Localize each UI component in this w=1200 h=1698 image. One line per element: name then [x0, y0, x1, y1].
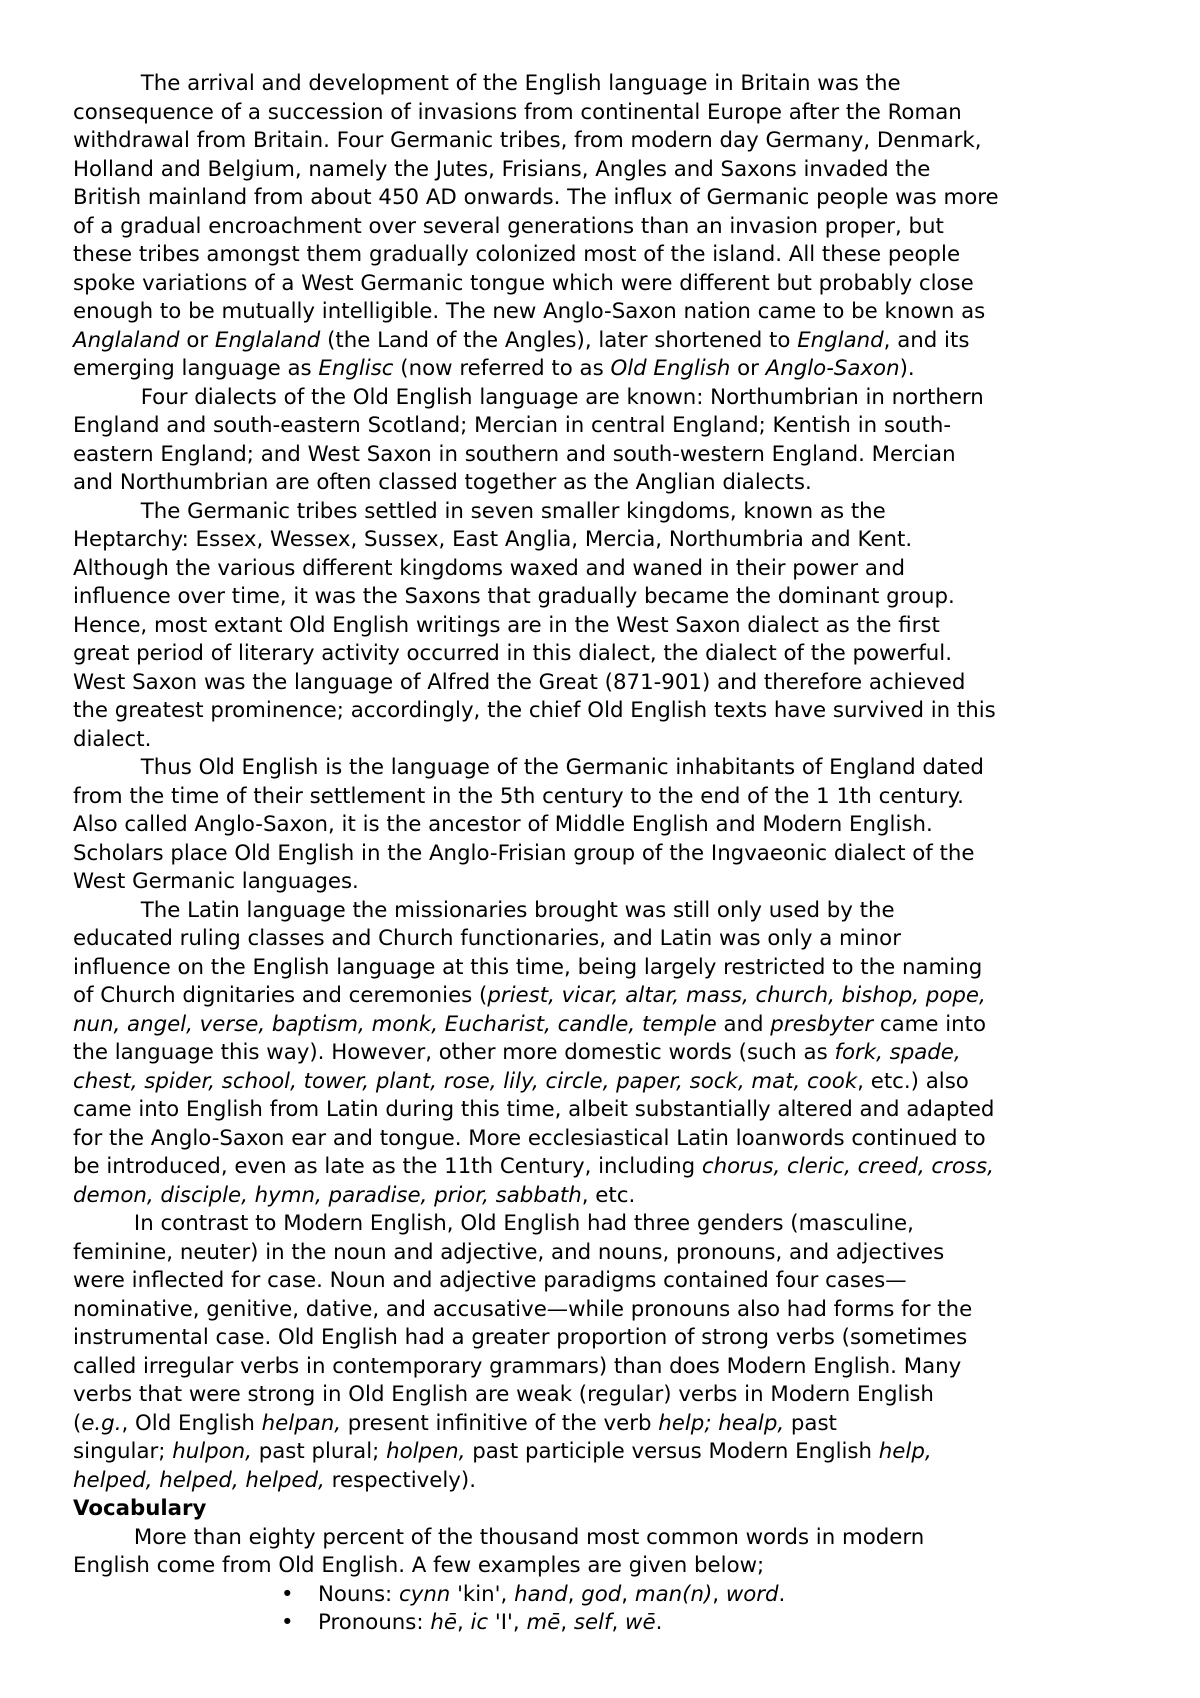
- text-run: ,: [560, 1610, 574, 1635]
- italic-text: England: [797, 327, 884, 353]
- text-line: [73, 583, 1133, 612]
- text-line: [73, 1096, 1133, 1125]
- text-run: instrumental case. Old English had a greater proportion of strong verbs (sometimes: [73, 1325, 968, 1350]
- text-run: England and south-eastern Scotland; Mercian in central England; Kentish in south-: [73, 413, 952, 438]
- italic-text: helped, helped, helped,: [73, 1467, 325, 1493]
- text-run: (now referred to as: [393, 356, 611, 381]
- text-run: were inflected for case. Noun and adjective paradigms contained four cases—: [73, 1268, 907, 1293]
- text-run: , and its: [883, 327, 970, 353]
- text-run: past: [784, 1410, 837, 1436]
- text-line: [73, 1153, 1133, 1182]
- text-line: [73, 469, 1133, 498]
- text-line: [73, 270, 1133, 299]
- italic-text: hand: [514, 1581, 568, 1607]
- text-run: enough to be mutually intelligible. The new Anglo-Saxon nation came to be known as: [73, 299, 986, 324]
- text-run: ).: [899, 356, 915, 381]
- text-line: [73, 1039, 1133, 1068]
- text-run: of Church dignitaries and ceremonies (: [73, 983, 488, 1008]
- text-run: of a gradual encroachment over several generations than an invasion proper, but: [73, 213, 944, 239]
- text-run: Also called Anglo-Saxon, it is the ancestor of Middle English and Modern English.: [73, 812, 933, 837]
- text-line: [73, 1068, 1133, 1097]
- italic-text: mē: [526, 1610, 561, 1635]
- text-run: influence over time, it was the Saxons that gradually became the dominant group.: [73, 584, 955, 609]
- text-run: 'I',: [488, 1610, 527, 1635]
- text-line: [73, 1381, 1133, 1410]
- italic-text: fork, spade,: [834, 1040, 961, 1065]
- text-line: [73, 412, 1133, 441]
- text-run: West Germanic languages.: [73, 869, 359, 894]
- italic-text: ic: [470, 1610, 489, 1635]
- text-run: past participle versus Modern English: [465, 1439, 879, 1464]
- text-run: Thus Old English is the language of the Germanic inhabitants of England dated: [73, 755, 984, 780]
- text-line: [73, 1182, 1133, 1211]
- italic-text: Englisc: [318, 356, 394, 381]
- text-run: nominative, genitive, dative, and accusative—while pronouns also had forms for the: [73, 1296, 973, 1322]
- italic-text: nun, angel, verse, baptism, monk, Eucharist, candle, temple: [73, 1011, 717, 1037]
- text-run: withdrawal from Britain. Four Germanic tribes, from modern day Germany, Denmark,: [73, 128, 982, 153]
- vocabulary-intro: [73, 1524, 1133, 1581]
- text-run: the greatest prominence; accordingly, the chief Old English texts have survived in this: [73, 698, 996, 723]
- text-line: [73, 99, 1133, 128]
- text-line: [73, 1296, 1133, 1325]
- italic-text: Anglaland: [73, 327, 180, 353]
- text-line: [73, 1125, 1133, 1154]
- text-run: Heptarchy: Essex, Wessex, Sussex, East Anglia, Mercia, Northumbria and Kent.: [73, 527, 913, 552]
- italic-text: Anglo-Saxon: [765, 356, 900, 381]
- text-line: [73, 783, 1133, 812]
- text-run: came into: [873, 1011, 987, 1037]
- text-run: Although the various different kingdoms waxed and waned in their power and: [73, 555, 905, 581]
- italic-text: demon, disciple, hymn, paradise, prior, sabbath: [73, 1182, 582, 1208]
- text-run: In contrast to Modern English, Old English had three genders (masculine,: [73, 1211, 914, 1236]
- text-run: Pronouns:: [318, 1610, 431, 1635]
- text-line: [73, 669, 1133, 698]
- document-page: [73, 70, 1133, 1638]
- text-line: [73, 697, 1133, 726]
- text-run: eastern England; and West Saxon in southern and south-western England. Mercian: [73, 441, 956, 467]
- text-run: came into English from Latin during this time, albeit substantially altered and adapted: [73, 1097, 995, 1122]
- text-run: West Saxon was the language of Alfred the Great (871-901) and therefore achieved: [73, 669, 966, 695]
- text-line: [73, 868, 1133, 897]
- italic-text: e.g.: [81, 1410, 122, 1436]
- text-run: , etc.) also: [857, 1068, 969, 1094]
- text-line: [73, 498, 1133, 527]
- italic-text: chest, spider, school, tower, plant, rose, lily, circle, paper, sock, mat, cook: [73, 1068, 858, 1094]
- text-line: [73, 1438, 1133, 1467]
- text-run: singular;: [73, 1439, 173, 1464]
- text-line: [73, 640, 1133, 669]
- bullet-icon: •: [281, 1581, 294, 1607]
- italic-text: hē: [430, 1610, 457, 1635]
- italic-text: priest, vicar, altar, mass, church, bishop, pope,: [487, 983, 986, 1008]
- italic-text: cynn: [399, 1581, 451, 1607]
- text-line: [73, 526, 1133, 555]
- text-run: influence on the English language at this time, being largely restricted to the naming: [73, 954, 983, 980]
- text-line: [73, 1324, 1133, 1353]
- text-run: The arrival and development of the English language in Britain was the: [73, 71, 901, 96]
- text-line: [73, 840, 1133, 869]
- text-line: [73, 1011, 1133, 1040]
- vocabulary-bullet-list: [73, 1581, 1133, 1638]
- text-run: consequence of a succession of invasions from continental Europe after the Roman: [73, 99, 962, 125]
- text-run: British mainland from about 450 AD onwards. The influx of Germanic people was more: [73, 185, 999, 210]
- text-run: for the Anglo-Saxon ear and tongue. More ecclesiastical Latin loanwords continued to: [73, 1125, 986, 1151]
- text-line: [73, 327, 1133, 356]
- italic-text: chorus, cleric, creed, cross,: [701, 1154, 994, 1179]
- text-line: [73, 70, 1133, 99]
- text-line: [73, 184, 1133, 213]
- text-run: (the Land of the Angles), later shortened to: [320, 327, 798, 353]
- text-run: verbs that were strong in Old English are weak (regular) verbs in Modern English: [73, 1382, 934, 1407]
- italic-text: help; healp,: [658, 1410, 785, 1436]
- italic-text: help,: [878, 1439, 932, 1464]
- italic-text: man(n): [634, 1581, 713, 1607]
- text-line: [73, 156, 1133, 185]
- text-line: [73, 1210, 1133, 1239]
- text-line: [73, 811, 1133, 840]
- text-run: or: [730, 356, 766, 381]
- text-run: , Old English: [121, 1410, 262, 1436]
- bullet-item: [73, 1609, 1133, 1638]
- text-line: More than eighty percent of the thousand most common words in modern: [73, 1524, 925, 1550]
- italic-text: god: [581, 1581, 622, 1607]
- text-run: dialect.: [73, 726, 152, 752]
- italic-text: helpan,: [261, 1410, 342, 1436]
- text-line: [73, 1239, 1133, 1268]
- text-run: Nouns:: [318, 1581, 399, 1607]
- text-line: [73, 298, 1133, 327]
- italic-text: word: [725, 1581, 779, 1607]
- text-run: 'kin',: [450, 1581, 515, 1607]
- text-line: [73, 612, 1133, 641]
- text-line: [73, 897, 1133, 926]
- italic-text: self: [573, 1610, 612, 1635]
- text-run: called irregular verbs in contemporary grammars) than does Modern English. Many: [73, 1353, 962, 1379]
- text-run: or: [179, 327, 215, 353]
- text-line: [73, 1410, 1133, 1439]
- text-line: [73, 213, 1133, 242]
- text-line: [73, 1467, 1133, 1496]
- text-run: these tribes amongst them gradually colonized most of the island. All these people: [73, 242, 961, 267]
- text-line: [73, 954, 1133, 983]
- text-line: [73, 726, 1133, 755]
- text-run: , etc.: [581, 1182, 636, 1208]
- italic-text: holpen,: [386, 1439, 466, 1464]
- italic-text: Englaland: [214, 327, 321, 353]
- text-line: English come from Old English. A few examples are given below;: [73, 1553, 765, 1578]
- text-line: [73, 127, 1133, 156]
- text-line: [73, 1353, 1133, 1382]
- italic-text: wē: [625, 1610, 656, 1635]
- italic-text: presbyter: [770, 1011, 874, 1037]
- text-run: Holland and Belgium, namely the Jutes, Frisians, Angles and Saxons invaded the: [73, 156, 931, 182]
- text-run: ,: [456, 1610, 471, 1635]
- text-run: (: [73, 1410, 82, 1436]
- text-run: and Northumbrian are often classed together as the Anglian dialects.: [73, 470, 812, 495]
- text-run: ,: [567, 1581, 582, 1607]
- text-line: [73, 555, 1133, 584]
- text-run: past plural;: [251, 1439, 387, 1464]
- text-run: The Germanic tribes settled in seven smaller kingdoms, known as the: [73, 498, 886, 524]
- text-run: ,: [621, 1581, 635, 1607]
- text-run: Scholars place Old English in the Anglo-Frisian group of the Ingvaeonic dialect of the: [73, 840, 975, 866]
- italic-text: hulpon,: [172, 1439, 252, 1464]
- text-line: [73, 754, 1133, 783]
- text-run: .: [655, 1610, 663, 1635]
- text-run: and: [716, 1011, 771, 1037]
- bullet-icon: •: [281, 1610, 294, 1635]
- body-text: [73, 70, 1133, 1495]
- text-line: [73, 355, 1133, 384]
- text-line: [73, 925, 1133, 954]
- text-run: The Latin language the missionaries brought was still only used by the: [73, 897, 895, 923]
- text-run: ,: [712, 1581, 726, 1607]
- text-run: be introduced, even as late as the 11th Century, including: [73, 1154, 702, 1179]
- text-run: spoke variations of a West Germanic tongue which were different but probably close: [73, 270, 974, 296]
- text-line: [73, 982, 1133, 1011]
- text-run: Hence, most extant Old English writings are in the West Saxon dialect as the first: [73, 612, 940, 638]
- text-run: ,: [611, 1610, 626, 1635]
- text-run: respectively).: [324, 1467, 476, 1493]
- text-run: present infinitive of the verb: [341, 1410, 659, 1436]
- text-run: .: [778, 1581, 786, 1607]
- section-heading-vocabulary: Vocabulary: [73, 1496, 207, 1521]
- text-line: [73, 241, 1133, 270]
- text-line: [73, 1267, 1133, 1296]
- text-run: feminine, neuter) in the noun and adjective, and nouns, pronouns, and adjectives: [73, 1239, 945, 1265]
- text-run: educated ruling classes and Church functionaries, and Latin was only a minor: [73, 926, 901, 951]
- italic-text: Old English: [610, 356, 731, 381]
- text-run: emerging language as: [73, 356, 319, 381]
- text-run: from the time of their settlement in the 5th century to the end of the 1 1th century.: [73, 783, 964, 809]
- text-line: [73, 384, 1133, 413]
- bullet-item: [73, 1581, 1133, 1610]
- text-line: [73, 441, 1133, 470]
- text-run: the language this way). However, other more domestic words (such as: [73, 1040, 835, 1065]
- text-run: great period of literary activity occurred in this dialect, the dialect of the powerful.: [73, 641, 952, 666]
- text-run: Four dialects of the Old English language are known: Northumbrian in northern: [73, 384, 984, 410]
